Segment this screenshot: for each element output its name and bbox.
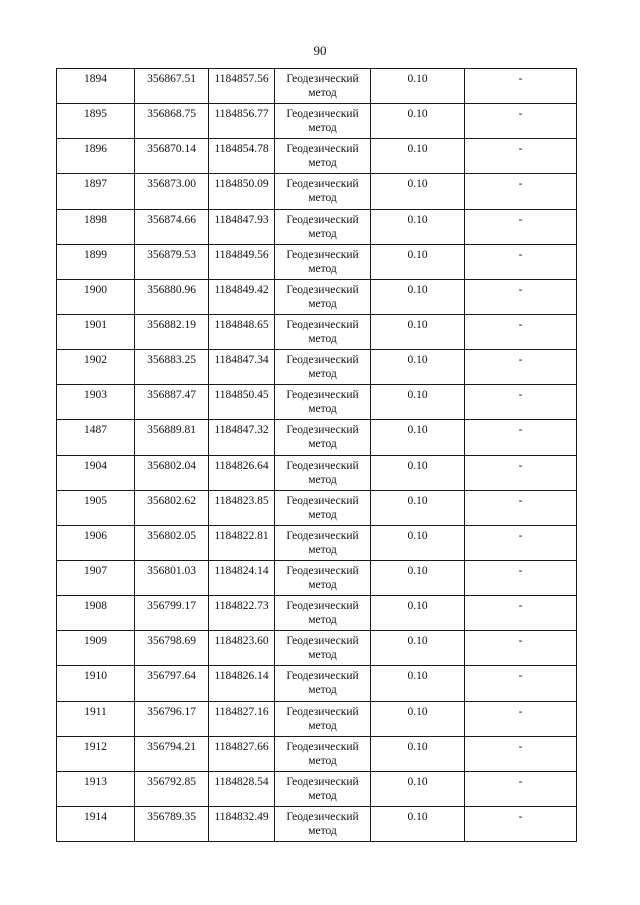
y-coordinate-cell: 1184824.14 <box>209 560 275 595</box>
description-cell: - <box>465 455 577 490</box>
y-coordinate-cell: 1184856.77 <box>209 104 275 139</box>
x-coordinate-cell: 356880.96 <box>135 279 209 314</box>
x-coordinate-cell: 356873.00 <box>135 174 209 209</box>
description-cell: - <box>465 560 577 595</box>
accuracy-cell: 0.10 <box>371 244 465 279</box>
method-cell: Геодезический метод <box>275 490 371 525</box>
description-cell: - <box>465 244 577 279</box>
point-number-cell: 1909 <box>57 631 135 666</box>
description-cell: - <box>465 736 577 771</box>
table-row <box>57 385 577 420</box>
table-row <box>57 525 577 560</box>
table-row <box>57 736 577 771</box>
accuracy-cell: 0.10 <box>371 736 465 771</box>
accuracy-cell: 0.10 <box>371 69 465 104</box>
table-row <box>57 174 577 209</box>
y-coordinate-cell: 1184848.65 <box>209 314 275 349</box>
method-cell: Геодезический метод <box>275 279 371 314</box>
method-cell: Геодезический метод <box>275 631 371 666</box>
x-coordinate-cell: 356792.85 <box>135 771 209 806</box>
table-row <box>57 631 577 666</box>
point-number-cell: 1894 <box>57 69 135 104</box>
point-number-cell: 1901 <box>57 314 135 349</box>
method-cell: Геодезический метод <box>275 69 371 104</box>
point-number-cell: 1908 <box>57 596 135 631</box>
method-cell: Геодезический метод <box>275 596 371 631</box>
x-coordinate-cell: 356802.05 <box>135 525 209 560</box>
method-cell: Геодезический метод <box>275 455 371 490</box>
y-coordinate-cell: 1184823.60 <box>209 631 275 666</box>
point-number-cell: 1910 <box>57 666 135 701</box>
description-cell: - <box>465 174 577 209</box>
table-row <box>57 104 577 139</box>
method-cell: Геодезический метод <box>275 244 371 279</box>
accuracy-cell: 0.10 <box>371 666 465 701</box>
description-cell: - <box>465 209 577 244</box>
description-cell: - <box>465 139 577 174</box>
x-coordinate-cell: 356797.64 <box>135 666 209 701</box>
x-coordinate-cell: 356874.66 <box>135 209 209 244</box>
accuracy-cell: 0.10 <box>371 490 465 525</box>
method-cell: Геодезический метод <box>275 525 371 560</box>
description-cell: - <box>465 279 577 314</box>
description-cell: - <box>465 806 577 841</box>
y-coordinate-cell: 1184849.42 <box>209 279 275 314</box>
description-cell: - <box>465 490 577 525</box>
point-number-cell: 1912 <box>57 736 135 771</box>
accuracy-cell: 0.10 <box>371 279 465 314</box>
table-row <box>57 455 577 490</box>
method-cell: Геодезический метод <box>275 350 371 385</box>
x-coordinate-cell: 356799.17 <box>135 596 209 631</box>
accuracy-cell: 0.10 <box>371 596 465 631</box>
coordinates-table-body <box>57 69 577 842</box>
point-number-cell: 1900 <box>57 279 135 314</box>
accuracy-cell: 0.10 <box>371 455 465 490</box>
description-cell: - <box>465 420 577 455</box>
method-cell: Геодезический метод <box>275 666 371 701</box>
y-coordinate-cell: 1184822.73 <box>209 596 275 631</box>
point-number-cell: 1898 <box>57 209 135 244</box>
method-cell: Геодезический метод <box>275 771 371 806</box>
y-coordinate-cell: 1184832.49 <box>209 806 275 841</box>
accuracy-cell: 0.10 <box>371 560 465 595</box>
table-row <box>57 490 577 525</box>
x-coordinate-cell: 356879.53 <box>135 244 209 279</box>
accuracy-cell: 0.10 <box>371 420 465 455</box>
method-cell: Геодезический метод <box>275 420 371 455</box>
accuracy-cell: 0.10 <box>371 104 465 139</box>
description-cell: - <box>465 596 577 631</box>
x-coordinate-cell: 356868.75 <box>135 104 209 139</box>
table-row <box>57 560 577 595</box>
table-row <box>57 209 577 244</box>
x-coordinate-cell: 356796.17 <box>135 701 209 736</box>
x-coordinate-cell: 356789.35 <box>135 806 209 841</box>
accuracy-cell: 0.10 <box>371 701 465 736</box>
table-row <box>57 666 577 701</box>
point-number-cell: 1896 <box>57 139 135 174</box>
accuracy-cell: 0.10 <box>371 806 465 841</box>
y-coordinate-cell: 1184847.34 <box>209 350 275 385</box>
description-cell: - <box>465 771 577 806</box>
y-coordinate-cell: 1184857.56 <box>209 69 275 104</box>
accuracy-cell: 0.10 <box>371 139 465 174</box>
point-number-cell: 1906 <box>57 525 135 560</box>
x-coordinate-cell: 356870.14 <box>135 139 209 174</box>
table-row <box>57 69 577 104</box>
x-coordinate-cell: 356801.03 <box>135 560 209 595</box>
accuracy-cell: 0.10 <box>371 525 465 560</box>
y-coordinate-cell: 1184847.93 <box>209 209 275 244</box>
table-row <box>57 314 577 349</box>
table-row <box>57 420 577 455</box>
y-coordinate-cell: 1184849.56 <box>209 244 275 279</box>
table-row <box>57 139 577 174</box>
table-row <box>57 701 577 736</box>
method-cell: Геодезический метод <box>275 174 371 209</box>
x-coordinate-cell: 356802.62 <box>135 490 209 525</box>
coordinates-table <box>56 68 577 842</box>
description-cell: - <box>465 69 577 104</box>
x-coordinate-cell: 356889.81 <box>135 420 209 455</box>
point-number-cell: 1903 <box>57 385 135 420</box>
description-cell: - <box>465 350 577 385</box>
x-coordinate-cell: 356882.19 <box>135 314 209 349</box>
point-number-cell: 1899 <box>57 244 135 279</box>
x-coordinate-cell: 356867.51 <box>135 69 209 104</box>
method-cell: Геодезический метод <box>275 736 371 771</box>
method-cell: Геодезический метод <box>275 314 371 349</box>
table-row <box>57 596 577 631</box>
table-row <box>57 244 577 279</box>
point-number-cell: 1905 <box>57 490 135 525</box>
y-coordinate-cell: 1184847.32 <box>209 420 275 455</box>
x-coordinate-cell: 356794.21 <box>135 736 209 771</box>
y-coordinate-cell: 1184827.16 <box>209 701 275 736</box>
x-coordinate-cell: 356883.25 <box>135 350 209 385</box>
method-cell: Геодезический метод <box>275 385 371 420</box>
table-row <box>57 771 577 806</box>
x-coordinate-cell: 356802.04 <box>135 455 209 490</box>
description-cell: - <box>465 314 577 349</box>
y-coordinate-cell: 1184850.09 <box>209 174 275 209</box>
y-coordinate-cell: 1184854.78 <box>209 139 275 174</box>
y-coordinate-cell: 1184826.14 <box>209 666 275 701</box>
y-coordinate-cell: 1184826.64 <box>209 455 275 490</box>
accuracy-cell: 0.10 <box>371 350 465 385</box>
point-number-cell: 1914 <box>57 806 135 841</box>
y-coordinate-cell: 1184827.66 <box>209 736 275 771</box>
accuracy-cell: 0.10 <box>371 174 465 209</box>
point-number-cell: 1897 <box>57 174 135 209</box>
accuracy-cell: 0.10 <box>371 314 465 349</box>
method-cell: Геодезический метод <box>275 806 371 841</box>
point-number-cell: 1911 <box>57 701 135 736</box>
table-row <box>57 279 577 314</box>
method-cell: Геодезический метод <box>275 104 371 139</box>
description-cell: - <box>465 525 577 560</box>
method-cell: Геодезический метод <box>275 560 371 595</box>
y-coordinate-cell: 1184822.81 <box>209 525 275 560</box>
x-coordinate-cell: 356798.69 <box>135 631 209 666</box>
description-cell: - <box>465 701 577 736</box>
accuracy-cell: 0.10 <box>371 209 465 244</box>
point-number-cell: 1913 <box>57 771 135 806</box>
accuracy-cell: 0.10 <box>371 631 465 666</box>
point-number-cell: 1895 <box>57 104 135 139</box>
description-cell: - <box>465 666 577 701</box>
accuracy-cell: 0.10 <box>371 771 465 806</box>
method-cell: Геодезический метод <box>275 701 371 736</box>
y-coordinate-cell: 1184823.85 <box>209 490 275 525</box>
method-cell: Геодезический метод <box>275 139 371 174</box>
description-cell: - <box>465 104 577 139</box>
description-cell: - <box>465 631 577 666</box>
x-coordinate-cell: 356887.47 <box>135 385 209 420</box>
description-cell: - <box>465 385 577 420</box>
y-coordinate-cell: 1184850.45 <box>209 385 275 420</box>
y-coordinate-cell: 1184828.54 <box>209 771 275 806</box>
point-number-cell: 1902 <box>57 350 135 385</box>
point-number-cell: 1487 <box>57 420 135 455</box>
accuracy-cell: 0.10 <box>371 385 465 420</box>
page-number: 90 <box>313 43 327 58</box>
point-number-cell: 1904 <box>57 455 135 490</box>
method-cell: Геодезический метод <box>275 209 371 244</box>
table-row <box>57 806 577 841</box>
point-number-cell: 1907 <box>57 560 135 595</box>
table-row <box>57 350 577 385</box>
